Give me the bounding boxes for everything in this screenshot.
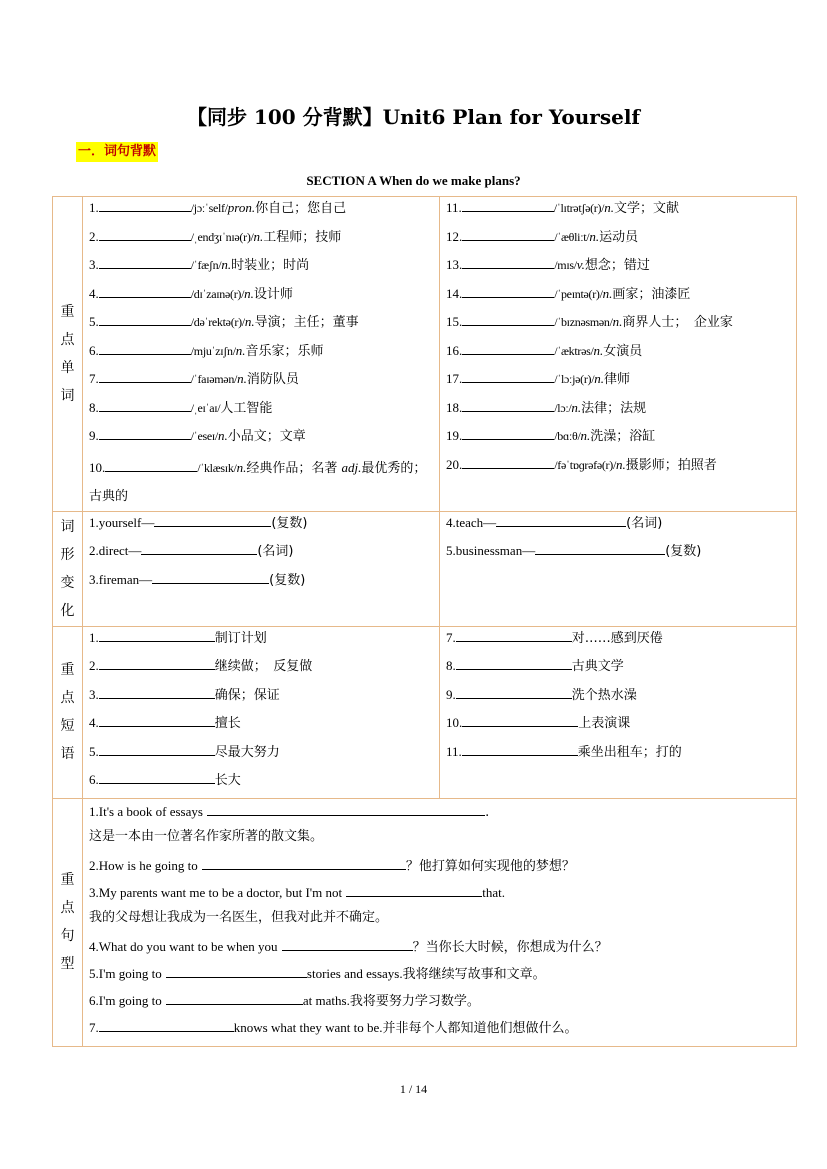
phonetic: /ˈæktrəs/ bbox=[554, 343, 594, 358]
sentence-3-translation: 我的父母想让我成为一名医生，但我对此并不确定。 bbox=[89, 909, 389, 925]
meaning: 律师 bbox=[604, 372, 631, 387]
words-right-column bbox=[440, 197, 797, 512]
item-number: 4. bbox=[89, 285, 99, 301]
meaning: 女演员 bbox=[603, 343, 643, 359]
answer-blank[interactable] bbox=[99, 283, 191, 298]
forms-left-column bbox=[83, 511, 440, 626]
sentence-5: 5.I'm going to stories and essays.我将继续写故事和文章。 bbox=[89, 963, 796, 990]
sentence-7: 7. knows what they want to be.并非每个人都知道他们想做什么。 bbox=[89, 1017, 796, 1044]
meaning: 工程师；技师 bbox=[263, 229, 342, 245]
section-title: SECTION A When do we make plans? bbox=[306, 173, 521, 188]
item-number: 12. bbox=[446, 228, 463, 244]
words-left-column bbox=[83, 197, 440, 512]
answer-blank[interactable] bbox=[462, 712, 578, 727]
answer-blank[interactable] bbox=[456, 684, 572, 699]
meaning: 洗个热水澡 bbox=[571, 687, 637, 703]
answer-blank[interactable] bbox=[99, 769, 215, 784]
sentences-column bbox=[83, 798, 797, 1046]
item-number: 17. bbox=[446, 371, 463, 386]
part-of-speech: n. bbox=[580, 428, 591, 443]
form-item: 3.fireman— (复数) bbox=[89, 569, 439, 598]
part-of-speech: n. bbox=[237, 371, 247, 386]
phrases-label: 重 点 短 语 bbox=[53, 626, 83, 798]
word-item bbox=[89, 454, 439, 511]
meaning: 经典作品；名著 bbox=[246, 460, 338, 476]
meaning: 小品文；文章 bbox=[227, 429, 306, 444]
phonetic: /ˌendʒɪˈnɪə(r)/ bbox=[190, 229, 254, 244]
answer-blank[interactable] bbox=[99, 627, 215, 642]
word-item bbox=[89, 197, 439, 226]
meaning: 导演；主任；董事 bbox=[254, 315, 359, 330]
item-number: 19. bbox=[446, 428, 463, 443]
part-of-speech: n. bbox=[253, 228, 264, 244]
word-item bbox=[89, 254, 439, 283]
sentence-1-translation: 这是一本由一位著名作家所著的散文集。 bbox=[89, 828, 324, 844]
word-item bbox=[89, 311, 439, 340]
answer-blank[interactable] bbox=[99, 311, 191, 326]
item-number: 4. bbox=[89, 715, 99, 730]
meaning: 你自己；您自己 bbox=[255, 201, 347, 216]
phrase-item bbox=[89, 655, 439, 684]
answer-blank[interactable] bbox=[99, 741, 215, 756]
item-number: 11. bbox=[446, 200, 462, 215]
part-of-speech: n. bbox=[612, 314, 623, 329]
phrase-item bbox=[446, 712, 796, 741]
answer-blank[interactable] bbox=[462, 226, 554, 241]
item-number: 9. bbox=[446, 686, 456, 702]
forms-right-column bbox=[440, 511, 797, 626]
phonetic: /ˈlɪtrətʃə(r)/ bbox=[553, 201, 605, 215]
part-of-speech: n. bbox=[593, 342, 604, 358]
meaning: 长大 bbox=[214, 773, 241, 788]
answer-blank[interactable] bbox=[282, 936, 413, 951]
part-of-speech: n. bbox=[235, 342, 246, 358]
meaning: 人工智能 bbox=[220, 400, 273, 416]
forms-label: 词 形 变 化 bbox=[53, 511, 83, 626]
answer-blank[interactable] bbox=[99, 340, 191, 355]
item-number: 5. bbox=[89, 743, 99, 759]
meaning: 确保；保证 bbox=[214, 687, 280, 703]
answer-blank[interactable] bbox=[462, 254, 554, 269]
answer-blank[interactable] bbox=[462, 340, 554, 355]
page-title: 【同步 100 分背默】Unit6 Plan for Yourself bbox=[186, 105, 641, 129]
word-item bbox=[446, 254, 796, 283]
phonetic: /ˈklæsɪk/ bbox=[197, 460, 237, 475]
answer-blank[interactable] bbox=[99, 397, 191, 412]
phonetic: /mɪs/ bbox=[554, 258, 577, 272]
answer-blank[interactable] bbox=[152, 569, 269, 584]
phonetic: /dɪˈzaɪnə(r)/ bbox=[190, 286, 245, 301]
form-item: 5.businessman— (复数) bbox=[446, 540, 796, 569]
item-number: 6. bbox=[89, 772, 99, 787]
part-of-speech: n. bbox=[244, 285, 254, 301]
phonetic: /ˈfæʃn/ bbox=[190, 258, 222, 272]
part-heading: 一．词句背默 bbox=[76, 142, 158, 162]
phonetic: /mjuˈzɪʃn/ bbox=[190, 343, 236, 358]
phonetic: /ˈpeɪntə(r)/ bbox=[554, 286, 603, 301]
part-of-speech: n. bbox=[589, 228, 600, 244]
sentence-3: 3.My parents want me to be a doctor, but I'm not that. bbox=[89, 882, 796, 909]
answer-blank[interactable] bbox=[462, 741, 578, 756]
answer-blank[interactable] bbox=[99, 684, 215, 699]
word-item bbox=[89, 368, 439, 397]
answer-blank[interactable] bbox=[202, 855, 406, 870]
answer-blank[interactable] bbox=[496, 512, 626, 527]
word-item bbox=[89, 283, 439, 312]
item-number: 2. bbox=[89, 228, 99, 244]
item-number: 3. bbox=[89, 257, 99, 272]
word-item bbox=[446, 397, 796, 426]
meaning: 想念；错过 bbox=[584, 258, 650, 273]
item-number: 16. bbox=[446, 342, 463, 358]
item-number: 13. bbox=[446, 257, 463, 272]
sentence-4: 4.What do you want to be when you ？当你长大时候，你想成为什么？ bbox=[89, 936, 796, 963]
answer-blank[interactable] bbox=[462, 368, 554, 383]
item-number: 9. bbox=[89, 428, 99, 443]
meaning: 最优秀的；古典的 bbox=[89, 460, 427, 504]
word-item bbox=[89, 340, 439, 369]
word-item bbox=[89, 425, 439, 454]
meaning: 音乐家；乐师 bbox=[245, 343, 324, 359]
words-label: 重 点 单 词 bbox=[53, 197, 83, 512]
answer-blank[interactable] bbox=[535, 540, 665, 555]
phrase-item bbox=[89, 684, 439, 713]
worksheet-table bbox=[52, 196, 797, 1047]
meaning: 消防队员 bbox=[246, 372, 299, 387]
answer-blank[interactable] bbox=[462, 454, 554, 469]
answer-blank[interactable] bbox=[166, 963, 307, 978]
word-item bbox=[446, 425, 796, 454]
phrase-item bbox=[446, 684, 796, 713]
item-number: 7. bbox=[446, 629, 456, 645]
part-of-speech: n. bbox=[604, 200, 614, 215]
item-number: 6. bbox=[89, 342, 99, 358]
part-of-speech: n. bbox=[571, 399, 582, 415]
phrase-item bbox=[446, 655, 796, 684]
item-number: 11. bbox=[446, 743, 462, 759]
part-of-speech: adj. bbox=[341, 459, 362, 475]
item-number: 18. bbox=[446, 399, 463, 415]
word-item bbox=[89, 397, 439, 426]
phonetic: /ˈæθliːt/ bbox=[554, 229, 590, 244]
part-of-speech: n. bbox=[217, 428, 228, 443]
phrase-item bbox=[446, 741, 796, 770]
phonetic: /ˈfaɪəmən/ bbox=[190, 372, 238, 386]
item-number: 1. bbox=[89, 200, 99, 215]
phonetic: /ˈlɔːjə(r)/ bbox=[554, 372, 595, 386]
answer-blank[interactable] bbox=[99, 197, 191, 212]
meaning: 上表演课 bbox=[578, 716, 631, 731]
form-item: 1.yourself— (复数) bbox=[89, 512, 439, 541]
answer-blank[interactable] bbox=[166, 990, 303, 1005]
answer-blank[interactable] bbox=[141, 540, 257, 555]
item-number: 2. bbox=[89, 658, 99, 673]
answer-blank[interactable] bbox=[207, 801, 485, 816]
phrase-item bbox=[89, 627, 439, 656]
word-item bbox=[89, 226, 439, 255]
word-item bbox=[446, 340, 796, 369]
part-of-speech: v. bbox=[576, 257, 585, 272]
part-of-speech: n. bbox=[594, 371, 605, 386]
word-item bbox=[446, 454, 796, 483]
phrase-item bbox=[89, 712, 439, 741]
answer-blank[interactable] bbox=[456, 627, 572, 642]
answer-blank[interactable] bbox=[99, 368, 191, 383]
answer-blank[interactable] bbox=[154, 512, 271, 527]
item-number: 7. bbox=[89, 371, 99, 386]
answer-blank[interactable] bbox=[462, 197, 554, 212]
meaning: 继续做； 反复做 bbox=[214, 659, 313, 674]
item-number: 15. bbox=[446, 314, 463, 329]
answer-blank[interactable] bbox=[346, 882, 482, 897]
phonetic: /lɔː/ bbox=[554, 400, 572, 415]
meaning: 法律；法规 bbox=[581, 400, 647, 416]
phonetic: /dəˈrektə(r)/ bbox=[190, 315, 245, 329]
sentence-6: 6.I'm going to at maths.我将要努力学习数学。 bbox=[89, 990, 796, 1017]
phonetic: /bɑːθ/ bbox=[554, 429, 581, 443]
phonetic: /ˈeseɪ/ bbox=[190, 429, 218, 443]
part-of-speech: n. bbox=[244, 314, 255, 329]
meaning: 画家；油漆匠 bbox=[612, 286, 691, 302]
sentences-row bbox=[53, 798, 797, 1046]
word-item bbox=[446, 197, 796, 226]
phonetic: /jɔːˈself/ bbox=[190, 201, 228, 215]
meaning: 乘坐出租车；打的 bbox=[577, 744, 682, 760]
answer-blank[interactable] bbox=[456, 655, 572, 670]
meaning: 古典文学 bbox=[571, 659, 624, 674]
meaning: 对……感到厌倦 bbox=[571, 630, 663, 646]
phrase-item bbox=[89, 769, 439, 798]
sentence-1: 1.It's a book of essays . bbox=[89, 801, 796, 828]
item-number: 1. bbox=[89, 629, 99, 645]
answer-blank[interactable] bbox=[462, 283, 554, 298]
answer-blank[interactable] bbox=[99, 712, 215, 727]
answer-blank[interactable] bbox=[99, 425, 191, 440]
words-row bbox=[53, 197, 797, 512]
meaning: 设计师 bbox=[253, 286, 293, 302]
forms-row bbox=[53, 511, 797, 626]
phrases-left-column bbox=[83, 626, 440, 798]
meaning: 运动员 bbox=[599, 229, 639, 245]
item-number: 10. bbox=[89, 459, 106, 475]
word-item bbox=[446, 311, 796, 340]
meaning: 时装业；时尚 bbox=[231, 258, 310, 273]
form-item: 4.teach— (名词) bbox=[446, 512, 796, 541]
phonetic: /ˈbɪznəsmən/ bbox=[554, 315, 613, 329]
word-item bbox=[446, 283, 796, 312]
sentences-label: 重 点 句 型 bbox=[53, 798, 83, 1046]
meaning: 制订计划 bbox=[214, 630, 267, 646]
item-number: 14. bbox=[446, 285, 463, 301]
part-of-speech: n. bbox=[602, 285, 613, 301]
meaning: 商界人士； 企业家 bbox=[622, 315, 733, 330]
answer-blank[interactable] bbox=[105, 457, 197, 472]
part-of-speech: n. bbox=[615, 456, 626, 472]
phrase-item bbox=[446, 627, 796, 656]
item-number: 5. bbox=[89, 314, 99, 329]
answer-blank[interactable] bbox=[462, 311, 554, 326]
part-of-speech: n. bbox=[221, 257, 232, 272]
word-item bbox=[446, 226, 796, 255]
word-item bbox=[446, 368, 796, 397]
part-of-speech: pron. bbox=[227, 200, 256, 215]
meaning: 摄影师；拍照者 bbox=[625, 457, 717, 473]
meaning: 文学；文献 bbox=[613, 201, 679, 216]
answer-blank[interactable] bbox=[99, 655, 215, 670]
answer-blank[interactable] bbox=[462, 397, 554, 412]
page-number: 1 / 14 bbox=[399, 1082, 428, 1096]
item-number: 10. bbox=[446, 715, 463, 730]
meaning: 擅长 bbox=[214, 716, 241, 731]
item-number: 8. bbox=[446, 658, 456, 673]
answer-blank[interactable] bbox=[99, 1017, 234, 1032]
item-number: 20. bbox=[446, 456, 463, 472]
phrases-row bbox=[53, 626, 797, 798]
phrases-right-column bbox=[440, 626, 797, 798]
meaning: 洗澡；浴缸 bbox=[590, 429, 656, 444]
meaning: 尽最大努力 bbox=[214, 744, 280, 760]
form-item: 2.direct— (名词) bbox=[89, 540, 439, 569]
answer-blank[interactable] bbox=[99, 226, 191, 241]
item-number: 8. bbox=[89, 399, 99, 415]
sentence-2: 2.How is he going to ？他打算如何实现他的梦想？ bbox=[89, 855, 796, 882]
phonetic: /ˌeɪˈaɪ/ bbox=[190, 400, 221, 415]
answer-blank[interactable] bbox=[462, 425, 554, 440]
phonetic: /fəˈtɒɡrəfə(r)/ bbox=[554, 457, 616, 472]
answer-blank[interactable] bbox=[99, 254, 191, 269]
phrase-item bbox=[89, 741, 439, 770]
part-of-speech: n. bbox=[236, 459, 247, 475]
item-number: 3. bbox=[89, 686, 99, 702]
